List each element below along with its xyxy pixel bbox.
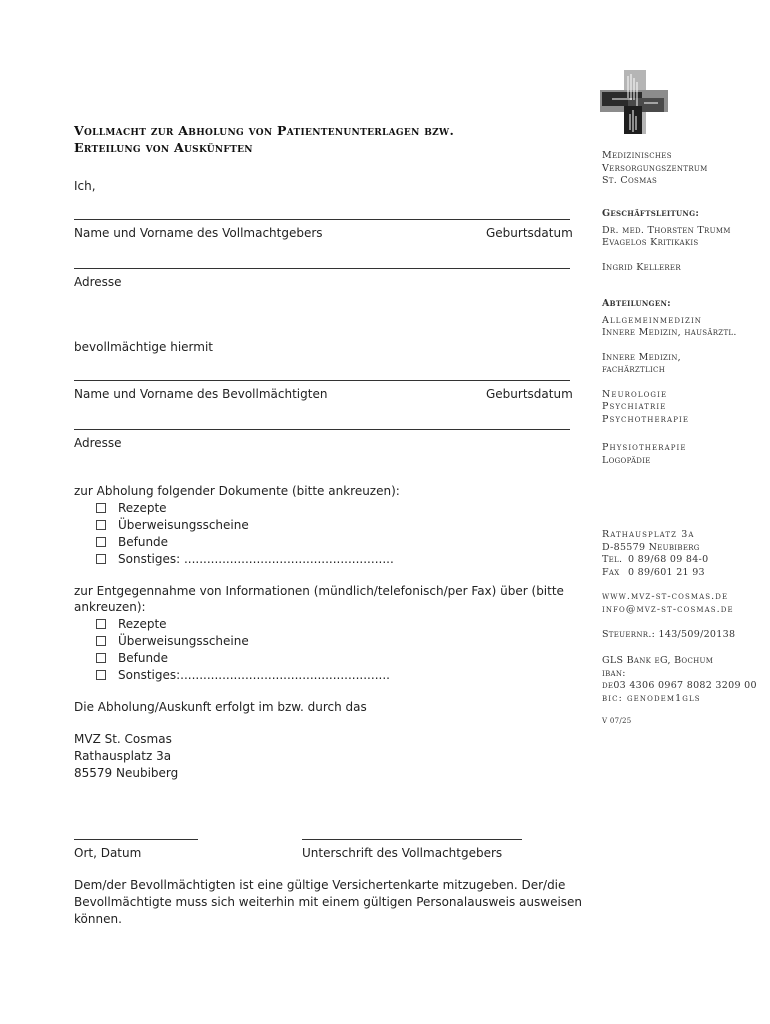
department-line-5: Neurologie <box>602 388 668 400</box>
checkbox[interactable] <box>96 503 106 513</box>
department-line-1: Allgemeinmedizin <box>602 314 703 326</box>
org-line-2: Versorgungszentrum <box>602 162 708 174</box>
department-line-2: Innere Medizin, hausärztl. <box>602 327 737 338</box>
management-heading: Geschäftsleitung: <box>602 208 700 219</box>
checkbox[interactable] <box>96 653 106 663</box>
grantor-birthdate-label: Geburtsdatum <box>486 226 573 240</box>
agent-address-line[interactable] <box>74 429 570 430</box>
agent-address-label: Adresse <box>74 436 122 450</box>
website-link[interactable]: www.mvz-st-cosmas.de <box>602 591 729 602</box>
footer-line-3: können. <box>74 912 122 926</box>
bank-line-1: GLS Bank eG, Bochum <box>602 655 714 666</box>
pickup-heading: zur Abholung folgender Dokumente (bitte ankreuzen): <box>74 484 400 498</box>
info-item-sonstiges[interactable]: Sonstiges:....................................................... <box>96 667 390 684</box>
checkbox[interactable] <box>96 619 106 629</box>
info-heading-line-1: zur Entgegennahme von Informationen (mündlich/telefonisch/per Fax) über (bitte <box>74 584 564 598</box>
department-line-7: Psychotherapie <box>602 413 690 425</box>
info-heading-line-2: ankreuzen): <box>74 600 146 614</box>
place-date-label: Ort, Datum <box>74 846 142 860</box>
signature-label: Unterschrift des Vollmachtgebers <box>302 846 503 860</box>
pickup-item-ueberweisung[interactable]: Überweisungsscheine <box>96 517 249 534</box>
email-link[interactable]: info@mvz-st-cosmas.de <box>602 603 734 615</box>
management-line-1: Dr. med. Thorsten Trumm <box>602 224 731 236</box>
grantor-name-line[interactable] <box>74 219 570 220</box>
checkbox[interactable] <box>96 520 106 530</box>
checkbox[interactable] <box>96 554 106 564</box>
bank-line-4: bic: genodem1gls <box>602 692 701 704</box>
pickup-item-rezepte[interactable]: Rezepte <box>96 500 167 517</box>
title-line-2: Erteilung von Auskünften <box>74 140 253 155</box>
document-title <box>74 122 554 156</box>
agent-name-label: Name und Vorname des Bevollmächtigten <box>74 387 328 401</box>
address-line-1: Rathausplatz 3a <box>602 529 695 540</box>
authorize-text: bevollmächtige hiermit <box>74 340 213 354</box>
tax-number: Steuernr.: 143/509/20138 <box>602 629 736 640</box>
sidebar-departments <box>602 298 770 467</box>
sidebar-address <box>602 529 770 579</box>
signature-line[interactable] <box>302 839 522 840</box>
sidebar-org <box>602 150 770 188</box>
address-line-2: D-85579 Neubiberg <box>602 541 700 553</box>
sidebar-bank <box>602 655 770 705</box>
grantor-name-label: Name und Vorname des Vollmachtgebers <box>74 226 323 240</box>
bank-line-3: de03 4306 0967 8082 3209 00 <box>602 680 757 691</box>
management-line-3: Ingrid Kellerer <box>602 261 681 273</box>
management-line-2: Evagelos Kritikakis <box>602 237 699 248</box>
info-item-ueberweisung[interactable]: Überweisungsscheine <box>96 633 249 650</box>
pickup-location-text: Die Abholung/Auskunft erfolgt im bzw. durch das <box>74 700 367 714</box>
agent-birthdate-label: Geburtsdatum <box>486 387 573 401</box>
department-line-8: Physiotherapie <box>602 442 687 453</box>
version-label: V 07/25 <box>602 717 632 725</box>
checkbox[interactable] <box>96 670 106 680</box>
fax-row: Fax 0 89/601 21 93 <box>602 566 705 578</box>
pickup-item-befunde[interactable]: Befunde <box>96 534 168 551</box>
org-line-3: St. Cosmas <box>602 175 658 186</box>
location-city: 85579 Neubiberg <box>74 766 179 780</box>
place-date-line[interactable] <box>74 839 198 840</box>
bank-line-2: iban: <box>602 667 626 679</box>
checkbox[interactable] <box>96 537 106 547</box>
intro-text: Ich, <box>74 179 96 193</box>
footer-line-2: Bevollmächtigte muss sich weiterhin mit einem gültigen Personalausweis ausweisen <box>74 895 583 909</box>
footer-line-1: Dem/der Bevollmächtigten ist eine gültige Versichertenkarte mitzugeben. Der/die <box>74 878 566 892</box>
title-line-1: Vollmacht zur Abholung von Patientenunterlagen bzw. <box>74 123 455 138</box>
info-item-befunde[interactable]: Befunde <box>96 650 168 667</box>
grantor-address-label: Adresse <box>74 275 122 289</box>
department-line-3: Innere Medizin, <box>602 351 682 363</box>
location-name: MVZ St. Cosmas <box>74 732 172 746</box>
pickup-item-sonstiges[interactable]: Sonstiges: ....................................................... <box>96 551 394 568</box>
org-line-1: Medizinisches <box>602 150 672 161</box>
sidebar-contact <box>602 591 770 616</box>
info-item-rezepte[interactable]: Rezepte <box>96 616 167 633</box>
grantor-address-line[interactable] <box>74 268 570 269</box>
checkbox[interactable] <box>96 636 106 646</box>
mvz-logo <box>600 70 668 134</box>
department-line-6: Psychiatrie <box>602 401 667 412</box>
sidebar-management <box>602 208 770 274</box>
agent-name-line[interactable] <box>74 380 570 381</box>
departments-heading: Abteilungen: <box>602 298 671 309</box>
location-street: Rathausplatz 3a <box>74 749 172 763</box>
department-line-4: fachärztlich <box>602 364 666 375</box>
department-line-9: Logopädie <box>602 454 651 466</box>
phone-row: Tel. 0 89/68 09 84-0 <box>602 554 709 565</box>
